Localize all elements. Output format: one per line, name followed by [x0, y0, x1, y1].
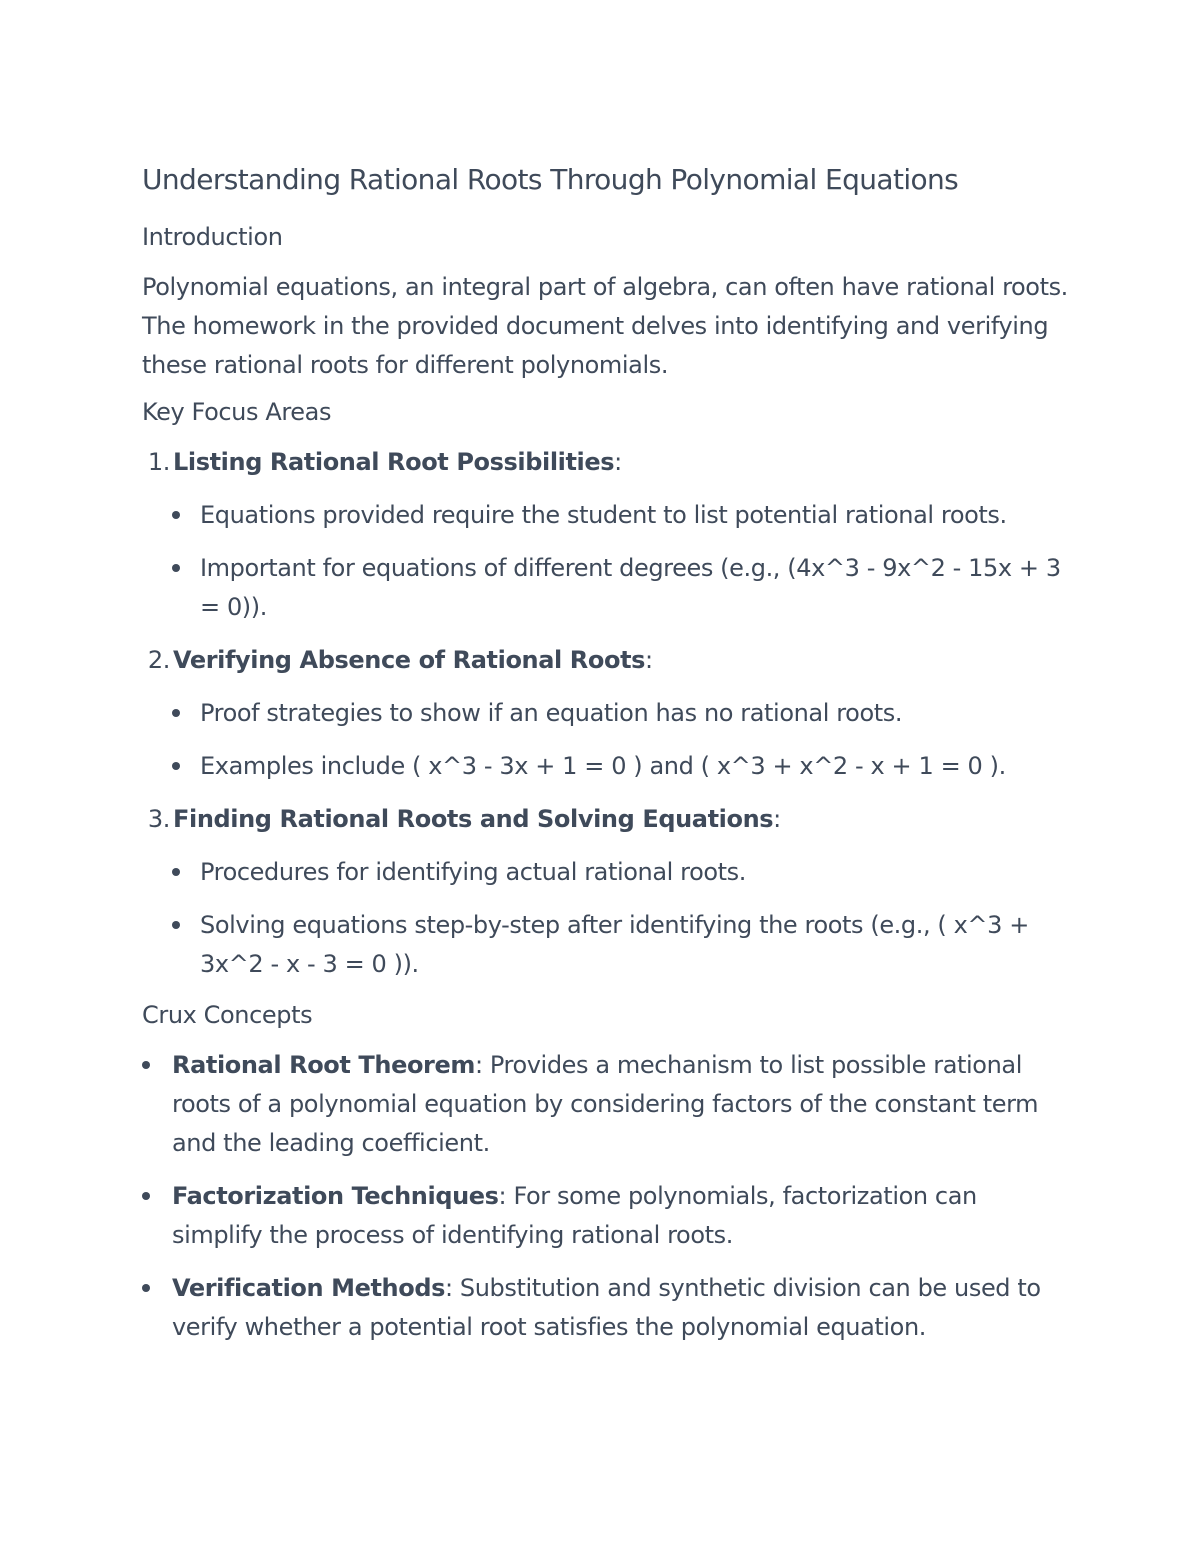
crux-concepts-heading: Crux Concepts: [142, 1001, 313, 1029]
crux-concept-term: Verification Methods: [172, 1274, 445, 1302]
sub-bullet-text: Procedures for identifying actual rational roots.: [200, 858, 747, 886]
key-focus-item: [142, 443, 1072, 627]
sub-bullet-item: [172, 694, 1072, 733]
bullet-icon: [172, 868, 180, 876]
key-focus-list: [142, 443, 1072, 984]
key-focus-item-colon: :: [645, 646, 653, 674]
sub-bullet-item: [172, 747, 1072, 786]
bullet-icon: [172, 709, 180, 717]
bullet-icon: [142, 1284, 150, 1292]
key-focus-item-heading: [142, 641, 1072, 680]
key-focus-item-heading: [142, 800, 1072, 839]
list-number: 1.: [147, 448, 170, 476]
list-number: 2.: [147, 646, 170, 674]
key-focus-sub-list: [142, 853, 1072, 984]
sub-bullet-text: Equations provided require the student to list potential rational roots.: [200, 501, 1007, 529]
crux-concept-term: Factorization Techniques: [172, 1182, 499, 1210]
introduction-heading: Introduction: [142, 223, 283, 251]
sub-bullet-item: [172, 496, 1072, 535]
document-content: [142, 160, 1072, 1361]
crux-concept-text: : Provides a mechanism to list possible rational roots of a polynomial equation by considering factors of the constant term and the leading coefficient.: [172, 1051, 1039, 1157]
key-focus-item-colon: :: [773, 805, 781, 833]
key-focus-item: [142, 641, 1072, 786]
bullet-icon: [142, 1061, 150, 1069]
bullet-icon: [142, 1192, 150, 1200]
crux-concept-item: [142, 1177, 1072, 1255]
key-focus-sub-list: [142, 694, 1072, 786]
sub-bullet-text: Important for equations of different degrees (e.g., (4x^3 - 9x^2 - 15x + 3 = 0)).: [200, 554, 1061, 621]
key-focus-item-title: Listing Rational Root Possibilities: [173, 448, 615, 476]
sub-bullet-text: Solving equations step-by-step after identifying the roots (e.g., ( x^3 + 3x^2 - x - 3 = 0 )).: [200, 911, 1029, 978]
crux-concepts-list: [142, 1046, 1072, 1347]
sub-bullet-item: [172, 906, 1072, 984]
list-number: 3.: [147, 805, 170, 833]
key-focus-item-title: Finding Rational Roots and Solving Equations: [173, 805, 774, 833]
crux-concept-text: : For some polynomials, factorization can simplify the process of identifying rational roots.: [172, 1182, 977, 1249]
crux-concept-text: : Substitution and synthetic division can be used to verify whether a potential root satisfies the polynomial equation.: [172, 1274, 1041, 1341]
key-focus-sub-list: [142, 496, 1072, 627]
bullet-icon: [172, 564, 180, 572]
crux-concept-item: [142, 1046, 1072, 1163]
bullet-icon: [172, 511, 180, 519]
document-title: Understanding Rational Roots Through Polynomial Equations: [142, 163, 959, 196]
key-focus-item: [142, 800, 1072, 984]
key-focus-item-heading: [142, 443, 1072, 482]
sub-bullet-item: [172, 549, 1072, 627]
key-focus-item-title: Verifying Absence of Rational Roots: [173, 646, 646, 674]
sub-bullet-text: Proof strategies to show if an equation has no rational roots.: [200, 699, 903, 727]
crux-concept-term: Rational Root Theorem: [172, 1051, 475, 1079]
sub-bullet-item: [172, 853, 1072, 892]
key-focus-heading: Key Focus Areas: [142, 398, 332, 426]
bullet-icon: [172, 762, 180, 770]
sub-bullet-text: Examples include ( x^3 - 3x + 1 = 0 ) and ( x^3 + x^2 - x + 1 = 0 ).: [200, 752, 1006, 780]
bullet-icon: [172, 921, 180, 929]
crux-concept-item: [142, 1269, 1072, 1347]
introduction-paragraph: Polynomial equations, an integral part of algebra, can often have rational roots. The homework in the provided document delves into identifying and verifying these rational roots for different polynomials.: [142, 273, 1068, 379]
key-focus-item-colon: :: [614, 448, 622, 476]
